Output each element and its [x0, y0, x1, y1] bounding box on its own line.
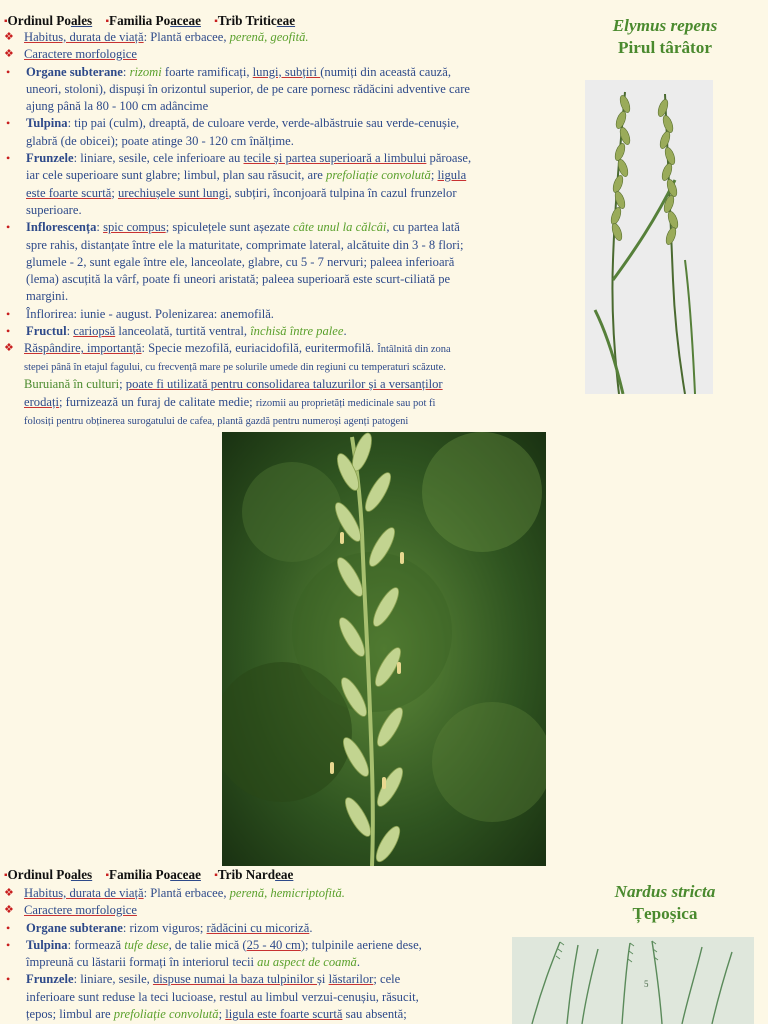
text-span: ; furnizează un furaj de calitate medie; [58, 394, 256, 409]
habitus-value: perenă, hemicriptofită. [229, 886, 345, 900]
tulpina-label: Tulpina [26, 116, 68, 131]
text-span: , cu partea lată [386, 220, 460, 235]
figure-number-label: 5 [644, 979, 649, 989]
taxonomy-header [4, 866, 303, 884]
slide-elymus [0, 0, 768, 430]
text-span: spre rahis, distanțate între ele la maturitate, comprimate lateral, alcătuite din 3 - 8 flori; [26, 237, 464, 252]
habitus-text: : Plantă erbacee, [143, 30, 230, 44]
dot-bullet-icon: • [6, 324, 11, 339]
text-span: folosiți pentru obținerea surogatului de cafea, plantă gazdă pentru numeroși agenți patogeni [24, 415, 409, 427]
text-span: : [122, 64, 130, 79]
organe-label: Organe subterane [26, 64, 123, 79]
spike-photo [585, 80, 713, 394]
text-span: lăstarilor [328, 972, 374, 987]
square-marker-icon: ▪ [214, 16, 218, 27]
order-suffix: ales [70, 13, 93, 28]
text-span: iar cele superioare sunt glabre; limbul, plan sau răsucit, are [26, 168, 327, 183]
tulpina-item [4, 937, 504, 972]
diamond-bullet-icon: ❖ [4, 887, 14, 899]
text-span: și [317, 972, 329, 987]
frunzele-label: Frunzele [26, 151, 74, 166]
description-body [4, 885, 504, 1023]
elymus-inflorescence-photo [222, 432, 546, 866]
dot-bullet-icon: • [6, 116, 11, 131]
text-span: lungi, subțiri [252, 64, 321, 79]
species-common-name: Țepoșica [632, 904, 698, 923]
text-span: stepei până în etajul fagului, cu frecvență mare pe solurile umede din regiuni cu temperaturi scăzute. [24, 362, 446, 374]
habitus-value: perenă, geofită. [229, 30, 309, 44]
organe-item [4, 64, 538, 116]
text-span: lanceolată, turtită ventral, [115, 324, 251, 339]
organe-label: Organe subterane [26, 920, 123, 935]
habitus-label: Habitus, durata de viață [24, 30, 144, 44]
nardus-illustration [512, 937, 754, 1024]
diamond-bullet-icon: ❖ [4, 342, 14, 355]
inflorescence-illustration [222, 432, 546, 866]
text-span: . [356, 955, 361, 970]
text-span: glumele - 2, sunt egale între ele, lanceolate, glabre, cu 5 - 7 nervuri; paleea inferioară [26, 254, 455, 269]
caractere-line [4, 46, 538, 63]
order-suffix: ales [70, 867, 93, 882]
text-span: : Specie mezofilă, euriacidofilă, euritermofilă. [141, 341, 378, 356]
text-span: dispuse numai la baza tulpinilor [152, 972, 317, 987]
text-span: : [96, 220, 104, 235]
text-span: : rizom viguros; [122, 920, 207, 935]
text-span: poate fi utilizată pentru consolidarea taluzurilor și a versanților [125, 377, 443, 392]
inflorirea-item [4, 306, 538, 323]
text-span: rizomi [129, 64, 162, 79]
species-latin-name: Elymus repens [612, 16, 718, 35]
family-suffix: aceae [170, 13, 201, 28]
tulpina-item [4, 115, 538, 150]
text-span: spic compus [103, 220, 166, 235]
text-span: câte unul la călcâi [293, 220, 387, 235]
tulpina-label: Tulpina [26, 937, 68, 952]
text-span: urechiușele sunt lungi [117, 185, 229, 200]
dot-bullet-icon: • [6, 220, 11, 235]
square-marker-icon: ▪ [214, 870, 218, 881]
species-common-name: Pirul târâtor [617, 38, 713, 57]
text-span: rizomii au proprietăți medicinale sau pot fi [255, 397, 436, 409]
nardus-drawing [512, 937, 754, 1024]
habitus-line [4, 29, 538, 46]
raspandire-label: Răspândire, importanță [24, 341, 142, 356]
text-span: Buruiană în culturi [24, 377, 120, 392]
tribe-suffix: eae [276, 13, 296, 28]
text-span: țepos; limbul are [26, 1007, 114, 1022]
order-label: Ordinul Po [7, 867, 71, 882]
text-span: împreună cu lăstarii formați în interiorul tecii [26, 955, 258, 970]
inflorescenta-label: Inflorescența [26, 220, 97, 235]
text-span: tufe dese [124, 937, 169, 952]
dot-bullet-icon: • [6, 306, 11, 321]
caractere-line [4, 902, 504, 919]
frunzele-item [4, 971, 504, 1023]
text-span: păroase, [426, 151, 472, 166]
text-span: , subțiri, înconjoară tulpina în cazul frunzelor [228, 185, 457, 200]
text-span: : formează [67, 937, 125, 952]
text-span: ; [430, 168, 438, 183]
text-span: glabră (de obicei); poate atinge 30 - 120 cm înălțime. [26, 133, 294, 148]
square-marker-icon: ▪ [4, 16, 8, 27]
dot-bullet-icon: • [6, 920, 11, 935]
text-span: superioare. [26, 202, 82, 217]
text-span: uneori, stoloni), dispuși în orizontul superior, de pe care pornesc rădăcini adventive care [26, 81, 470, 96]
species-title [560, 881, 768, 925]
square-marker-icon: ▪ [105, 870, 110, 881]
text-span: margini. [26, 289, 69, 304]
text-span: . [343, 324, 347, 339]
dot-bullet-icon: • [6, 64, 11, 79]
text-span: inferioare sunt reduse la teci lucioase, restul au limbul verzui-cenușiu, răsucit, [26, 989, 419, 1004]
text-span: prefoliație convolută [326, 168, 431, 183]
text-span: închisă între palee [250, 324, 344, 339]
taxonomy-header [4, 12, 305, 30]
dot-bullet-icon: • [6, 972, 11, 987]
fructul-label: Fructul [26, 324, 67, 339]
inflorescenta-item [4, 219, 538, 305]
text-span: erodați [24, 394, 59, 409]
text-span: : liniare, sesile, cele inferioare au [73, 151, 244, 166]
species-latin-name: Nardus stricta [614, 882, 716, 901]
text-span: au aspect de coamă [257, 955, 357, 970]
text-span: prefoliație convolută [113, 1007, 219, 1022]
square-marker-icon: ▪ [4, 870, 8, 881]
habitus-text: : Plantă erbacee, [143, 886, 230, 900]
tribe-label: Trib Tritic [217, 13, 277, 28]
dot-bullet-icon: • [6, 151, 11, 166]
text-span: ajung până la 80 - 100 cm adâncime [26, 99, 209, 114]
text-span: ); tulpinile aeriene dese, [300, 937, 422, 952]
tribe-label: Trib Nard [217, 867, 276, 882]
habitus-line [4, 885, 504, 902]
text-span: (numiți din această cauză, [320, 64, 451, 79]
text-span: este foarte scurtă [26, 185, 112, 200]
text-span: ligula [437, 168, 467, 183]
habitus-label: Habitus, durata de viață [24, 886, 144, 900]
text-span: ; [111, 185, 118, 200]
text-span: (lema) ascuțită la vârf, poate fi uneori aristată; paleea superioară este scurt-ciliată pe [26, 272, 451, 287]
frunzele-item [4, 150, 538, 219]
inflorirea-text: Înflorirea: iunie - august. Polenizarea: anemofilă. [26, 306, 274, 321]
dot-bullet-icon: • [6, 937, 11, 952]
tribe-suffix: eae [275, 867, 294, 882]
text-span: : tip pai (culm), dreaptă, de culoare verde, verde-albăstruie sau verde-cenușie, [67, 116, 460, 131]
diamond-bullet-icon: ❖ [4, 48, 14, 61]
family-label: Familia Po [109, 13, 171, 28]
text-span: Întâlnită din zona [377, 344, 451, 356]
spike-illustration [585, 80, 713, 394]
diamond-bullet-icon: ❖ [4, 904, 14, 917]
text-span: , de talie mică ( [168, 937, 247, 952]
caractere-heading: Caractere morfologice [24, 47, 137, 62]
species-title [560, 15, 768, 59]
text-span: foarte ramificați, [161, 64, 253, 79]
diamond-bullet-icon: ❖ [4, 31, 14, 43]
organe-item [4, 920, 504, 937]
text-span: ; spiculețele sunt așezate [165, 220, 293, 235]
text-span: tecile și partea superioară a limbului [243, 151, 427, 166]
text-span: sau absentă; [342, 1007, 407, 1022]
raspandire-item [4, 340, 538, 429]
square-marker-icon: ▪ [105, 16, 110, 27]
text-span: ; [218, 1007, 226, 1022]
text-span: 25 - 40 cm [246, 937, 301, 952]
text-span: : [66, 324, 74, 339]
description-body [4, 29, 538, 430]
order-label: Ordinul Po [7, 13, 71, 28]
text-span: . [309, 920, 313, 935]
family-label: Familia Po [109, 867, 171, 882]
text-span: ligula este foarte scurtă [225, 1007, 343, 1022]
text-span: ; [119, 377, 126, 392]
fructul-item [4, 323, 538, 340]
text-span: : liniare, sesile, [73, 972, 153, 987]
text-span: rădăcini cu micoriză [206, 920, 310, 935]
text-span: ; cele [373, 972, 401, 987]
caractere-heading: Caractere morfologice [24, 903, 137, 918]
frunzele-label: Frunzele [26, 972, 74, 987]
family-suffix: aceae [170, 867, 201, 882]
text-span: cariopsă [73, 324, 116, 339]
